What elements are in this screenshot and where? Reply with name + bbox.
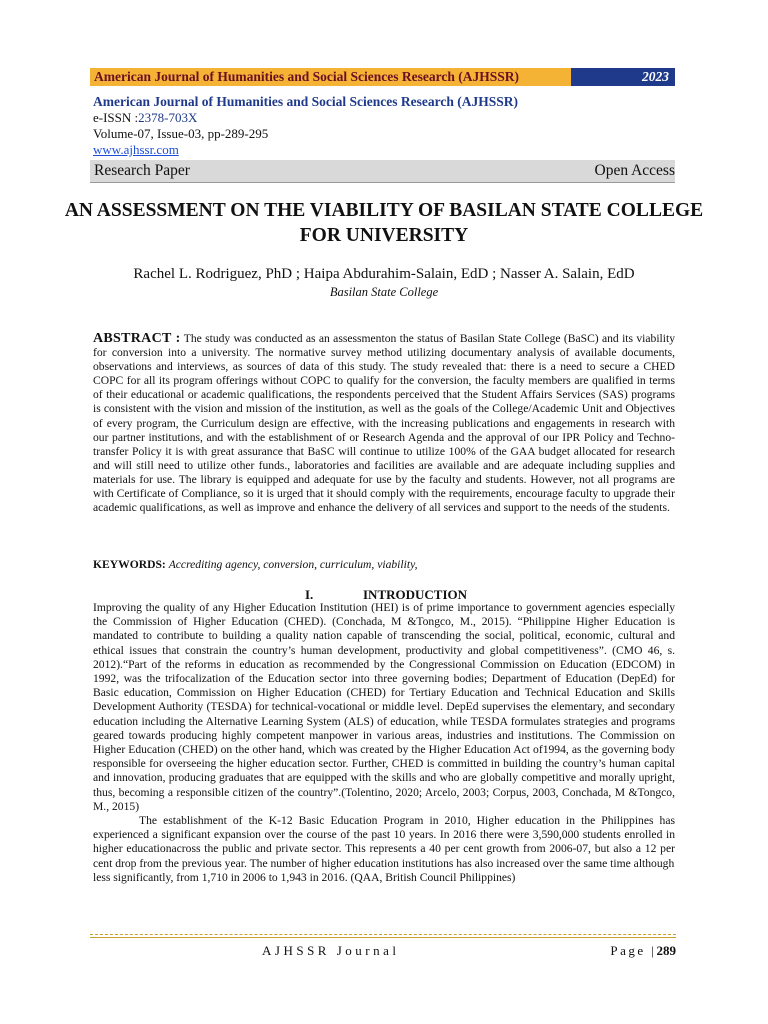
footer-divider	[90, 934, 676, 935]
footer-divider-line	[90, 937, 676, 938]
section-title: INTRODUCTION	[363, 587, 468, 602]
banner-year-strip	[571, 68, 675, 86]
banner-journal-strip	[90, 68, 571, 86]
intro-paragraph-2: The establishment of the K-12 Basic Education Program in 2010, Higher education in the Philippines has experienced a significant expansion over the course of the past 10 years. In 2016 there were 3,590,000 students enrolled in higher educationacross the public and private sector. This represents a 40 per cent growth from 2006-07, but also a 12 per cent drop from the previous year. The number of higher education institutions has also increased over the same time although	[93, 814, 675, 870]
issn-value: 2378-703X	[138, 110, 198, 125]
intro-paragraph-3: less significantly, from 1,710 in 2006 to 1,943 in 2016. (QAA, British Council Philippines)	[93, 870, 516, 884]
banner-year: 2023	[642, 69, 669, 84]
introduction-body	[93, 601, 675, 885]
journal-website-link[interactable]: www.ajhssr.com	[93, 142, 179, 157]
journal-name: American Journal of Humanities and Social Sciences Research (AJHSSR)	[93, 94, 518, 109]
affiliation: Basilan State College	[329, 285, 439, 299]
paper-type: Research Paper	[94, 162, 190, 179]
issn-label: e-ISSN :	[93, 110, 139, 125]
keywords-text: Accrediting agency, conversion, curriculum, viability,	[168, 558, 418, 571]
issn-line	[93, 110, 683, 125]
page-number: 289	[656, 943, 676, 958]
section-number: I.	[305, 587, 314, 602]
paper-type-bar	[90, 160, 675, 183]
authors: Rachel L. Rodriguez, PhD ; Haipa Abdurahim-Salain, EdD ; Nasser A. Salain, EdD	[133, 266, 635, 282]
banner-journal-name: American Journal of Humanities and Social Sciences Research (AJHSSR)	[94, 69, 519, 84]
abstract	[93, 332, 675, 515]
intro-paragraph-1: Improving the quality of any Higher Education Institution (HEI) is of prime importance to government agencies especially the Commission of Higher Education (CHED). (Conchada, M &Tongco, M., 2015). “Philippine Higher Education is mandated to contribute to building a quality nation capable of transcending the social, political, economic, cultural and ethical issues that constrain the country’s human development, productivity and global competitiveness”. (CMO 46, s. 2012).“Part of the reforms in education as recommended by the Congressional Commission on Education (EDCOM) in 1992, was the trifocalization of the Education sector into three governing bodies; Department of Education (DepEd) for Basic education, Commission on Higher Education (CHED) for Tertiary Education and Technical Education and Skills Development Authority (TESDA) for technical-vocational or middle level. DepEd supervises the elementary, and secondary education including the Alternative Learning System (ALS) of education, while TESDA formulates strategies and programs geared towards producing highly competent manpower in various areas, industries and institutions. The Commission on Higher Education (CHED) on the other hand, which was created by the Higher Education Act of1994, as the governing body responsible for overseeing the higher education sector. Further, CHED is committed in building the country’s human capital and innovation, producing graduates that are equipped with the skills and who are globally competitive and morally upright, thus, becoming a responsible citizen of the country”.(Tolentino, 2020; Arcelo, 2003; Corpus, 2003, Conchada, M &Tongco, M., 2015)	[93, 601, 675, 813]
footer-journal: AJHSSR Journal	[262, 943, 400, 958]
abstract-label: ABSTRACT :	[93, 331, 181, 346]
keywords-label: KEYWORDS:	[93, 558, 166, 571]
footer-page	[600, 943, 676, 959]
volume-line: Volume-07, Issue-03, pp-289-295	[93, 126, 269, 141]
page-label: Page |	[610, 943, 657, 958]
article-title: AN ASSESSMENT ON THE VIABILITY OF BASILAN STATE COLLEGE FOR UNIVERSITY	[64, 200, 704, 246]
abstract-text: The study was conducted as an assessmenton the status of Basilan State College (BaSC) and its viability for conversion into a university. The normative survey method utilizing documentary analysis of available documents, observations and interviews, as sources of data of this study. The study revealed that: there is a need to secure a CHED COPC for all its program offerings without COPC to qualify for the conversion, the faculty members are qualified in terms of their educational or academic qualifications, the respondents perceived that the Student Affairs Services (SAS) programs is consistent with the vision and mission of the institution, as well as the goals of the College/Academic Unit and Objectives of every program, the Curriculum design are effective, with the increasing publications and engagements in research with our partner institutions, and with the establishment of or Research Agenda and the approval of our IPR Policy and Techno-transfer Policy it is with great assurance that BaSC will continue to utilize 100% of the GAA budget allocated for research and will still need to utilize other funds., laboratories and facilities are available and are adequate including supplies and materials for use. The library is equipped and adequate for use by the faculty and students. However, not all programs are with Certificate of Compliance, so it is urged that it should comply with the requirements, encourage faculty to upgrade their academic qualifications, as well as improve and enhance the delivery of all services and support to the needs of the students.	[93, 332, 675, 515]
masthead	[93, 94, 683, 158]
keywords	[93, 558, 675, 572]
top-banner	[90, 68, 675, 86]
access-type: Open Access	[594, 162, 675, 179]
